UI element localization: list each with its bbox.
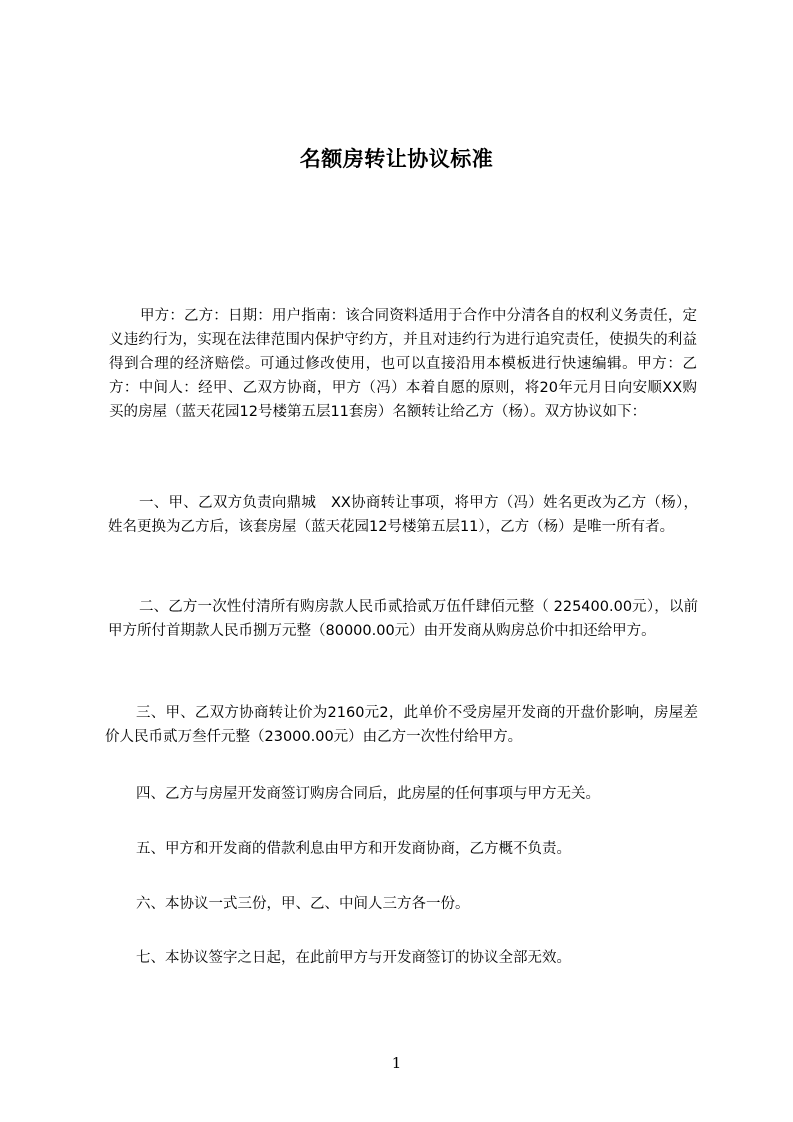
clause-6-paragraph: 六、本协议一式三份，甲、乙、中间人三方各一份。 xyxy=(136,895,470,912)
clause-7-paragraph: 七、本协议签字之日起，在此前甲方与开发商签订的协议全部无效。 xyxy=(136,949,571,966)
clause-4-paragraph: 四、乙方与房屋开发商签订购房合同后，此房屋的任何事项与甲方无关。 xyxy=(136,785,600,802)
document-title: 名额房转让协议标准 xyxy=(299,147,494,171)
clause-5-paragraph: 五、甲方和开发商的借款利息由甲方和开发商协商，乙方概不负责。 xyxy=(136,840,571,857)
clause-3-paragraph: 三、甲、乙双方协商转让价为2160元2，此单价不受房屋开发商的开盘价影响，房屋差价人民币贰万叁仟元整（23000.00元）由乙方一次性付给甲方。 xyxy=(105,704,698,745)
clause-2-paragraph: 二、乙方一次性付清所有购房款人民币贰拾贰万伍仟肆佰元整（ 225400.00元），以前甲方所付首期款人民币捌万元整（80000.00元）由开发商从购房总价中扣还给甲方。 xyxy=(108,598,698,639)
clause-1-paragraph: 一、甲、乙双方负责向鼎城 XX协商转让事项，将甲方（冯）姓名更改为乙方（杨），姓名更换为乙方后，该套房屋（蓝天花园12号楼第五层11），乙方（杨）是唯一所有者。 xyxy=(108,494,698,535)
page-number: 1 xyxy=(391,1054,402,1072)
intro-paragraph: 甲方：乙方：日期：用户指南：该合同资料适用于合作中分清各自的权利义务责任，定义违约行为，实现在法律范围内保护守约方，并且对违约行为进行追究责任，使损失的利益得到合理的经济赔偿。可通过修改使用，也可以直接沿用本模板进行快速编辑。甲方：乙方：中间人：经甲、乙双方协商，甲方（冯）本着自愿的原则，将20年元月日向安顺XX购买的房屋（蓝天花园12号楼第五层11套房）名额转让给乙方（杨）。双方协议如下： xyxy=(109,307,697,420)
